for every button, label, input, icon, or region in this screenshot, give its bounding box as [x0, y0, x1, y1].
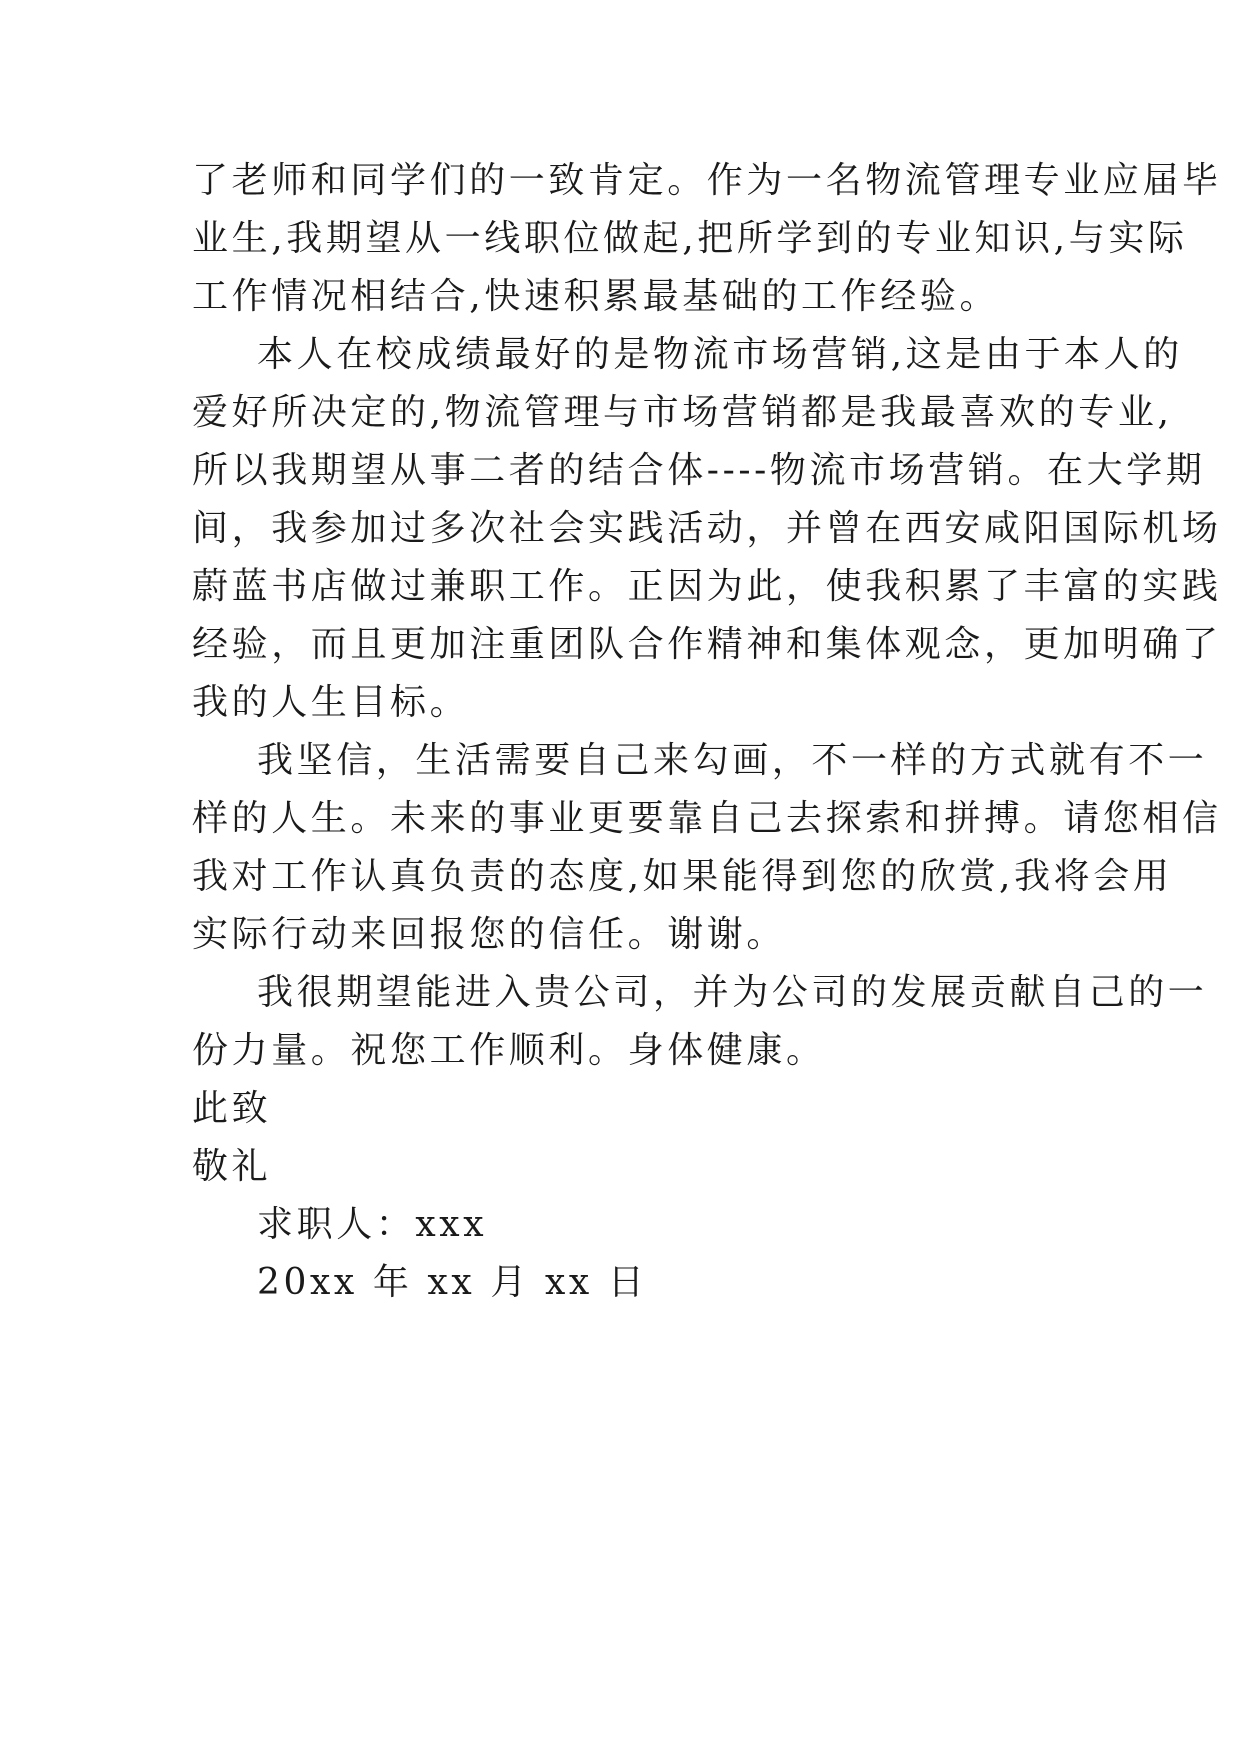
paragraph-1-line-1: 了老师和同学们的一致肯定。作为一名物流管理专业应届毕: [192, 160, 1222, 201]
paragraph-2-line-4: 间，我参加过多次社会实践活动，并曾在西安咸阳国际机场: [192, 508, 1222, 549]
paragraph-2-line-2: 爱好所决定的,物流管理与市场营销都是我最喜欢的专业,: [192, 392, 1173, 433]
date: 20xx 年 xx 月 xx 日: [257, 1262, 648, 1303]
paragraph-3-line-1: 我坚信，生活需要自己来勾画，不一样的方式就有不一: [257, 740, 1208, 781]
paragraph-1-line-3: 工作情况相结合,快速积累最基础的工作经验。: [192, 276, 1000, 317]
signature: 求职人：xxx: [257, 1204, 488, 1245]
paragraph-1-line-2: 业生,我期望从一线职位做起,把所学到的专业知识,与实际: [192, 218, 1188, 259]
paragraph-2-line-6: 经验，而且更加注重团队合作精神和集体观念，更加明确了: [192, 624, 1222, 665]
paragraph-3-line-4: 实际行动来回报您的信任。谢谢。: [192, 914, 787, 955]
paragraph-4-line-1: 我很期望能进入贵公司，并为公司的发展贡献自己的一: [257, 972, 1208, 1013]
closing-cizhi: 此致: [192, 1088, 272, 1129]
paragraph-2-line-3: 所以我期望从事二者的结合体----物流市场营销。在大学期: [192, 450, 1206, 491]
paragraph-2-line-1: 本人在校成绩最好的是物流市场营销,这是由于本人的: [257, 334, 1183, 375]
closing-jingli: 敬礼: [192, 1146, 272, 1187]
paragraph-3-line-3: 我对工作认真负责的态度,如果能得到您的欣赏,我将会用: [192, 856, 1173, 897]
paragraph-2-line-5: 蔚蓝书店做过兼职工作。正因为此，使我积累了丰富的实践: [192, 566, 1222, 607]
paragraph-3-line-2: 样的人生。未来的事业更要靠自己去探索和拼搏。请您相信: [192, 798, 1222, 839]
paragraph-2-line-7: 我的人生目标。: [192, 682, 470, 723]
paragraph-4-line-2: 份力量。祝您工作顺利。身体健康。: [192, 1030, 826, 1071]
